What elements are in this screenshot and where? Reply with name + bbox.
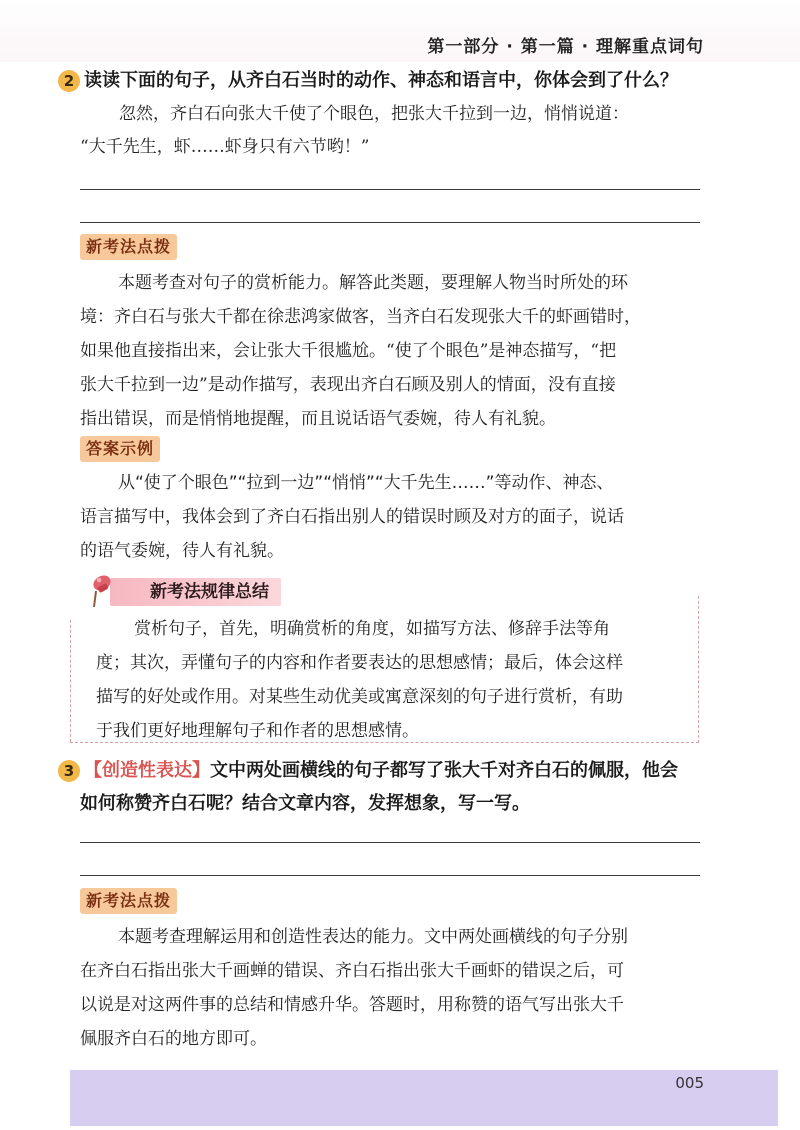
quote-line-2: “大千先生，虾……虾身只有六节哟！”: [80, 137, 370, 157]
question-number-badge: 3: [58, 760, 80, 782]
answer-line[interactable]: [80, 842, 700, 843]
tip-line: 本题考查理解运用和创造性表达的能力。文中两处画横线的句子分别: [118, 927, 628, 947]
summary-line: 描写的好处或作用。对某些生动优美或寓意深刻的句子进行赏析，有助: [96, 687, 623, 707]
section-title: 第一部分 · 第一篇 · 理解重点词句: [427, 37, 704, 57]
footer-band: [70, 1070, 778, 1126]
page-number: 005: [675, 1074, 704, 1092]
question-2-text: 读读下面的句子，从齐白石当时的动作、神态和语言中，你体会到了什么？: [84, 70, 678, 91]
answer-line[interactable]: [80, 189, 700, 190]
page-header: [0, 0, 800, 62]
summary-line: 于我们更好地理解句子和作者的思想感情。: [96, 721, 419, 741]
tip-line: 境：齐白石与张大千都在徐悲鸿家做客，当齐白石发现张大千的虾画错时，: [80, 307, 641, 327]
question-3-text: [84, 754, 724, 787]
tip-line: 如果他直接指出来，会让张大千很尴尬。“使了个眼色”是神态描写，“把: [80, 341, 617, 361]
tip-label: 新考法点拨: [80, 888, 177, 914]
question-number-badge: 2: [58, 70, 80, 92]
question-3-line-2: 如何称赞齐白石呢？结合文章内容，发挥想象，写一写。: [80, 793, 530, 814]
summary-paragraph: [96, 612, 696, 748]
quote-line-1: 忽然，齐白石向张大千使了个眼色，把张大千拉到一边，悄悄说道：: [119, 104, 629, 124]
question-3-line-1: 文中两处画横线的句子都写了张大千对齐白石的佩服，他会: [210, 760, 678, 781]
summary-title: 新考法规律总结: [110, 578, 281, 606]
tip-paragraph: [80, 266, 700, 436]
answer-paragraph: [80, 466, 700, 568]
answer-line-text: 从“使了个眼色”“拉到一边”“悄悄”“大千先生……”等动作、神态、: [118, 473, 614, 493]
tip-line: 张大千拉到一边”是动作描写，表现出齐白石顾及别人的情面，没有直接: [80, 375, 616, 395]
tip-paragraph: [80, 920, 700, 1056]
tip-line: 指出错误，而是悄悄地提醒，而且说话语气委婉，待人有礼貌。: [80, 409, 556, 429]
tip-label: 新考法点拨: [80, 234, 177, 260]
answer-line-text: 语言描写中，我体会到了齐白石指出别人的错误时顾及对方的面子，说话: [80, 507, 624, 527]
tip-line: 以说是对这两件事的总结和情感升华。答题时，用称赞的语气写出张大千: [80, 995, 624, 1015]
summary-box-border: [70, 620, 71, 742]
creative-expression-tag: 【创造性表达】: [84, 760, 210, 781]
answer-line[interactable]: [80, 875, 700, 876]
tip-line: 本题考查对句子的赏析能力。解答此类题，要理解人物当时所处的环: [118, 273, 628, 293]
summary-line: 赏析句子，首先，明确赏析的角度，如描写方法、修辞手法等角: [134, 619, 610, 639]
answer-line-text: 的语气委婉，待人有礼貌。: [80, 541, 284, 561]
tip-line: 在齐白石指出张大千画蝉的错误、齐白石指出张大千画虾的错误之后，可: [80, 961, 624, 981]
answer-line[interactable]: [80, 222, 700, 223]
pushpin-icon: [90, 571, 126, 609]
answer-example-label: 答案示例: [80, 436, 160, 462]
summary-line: 度；其次，弄懂句子的内容和作者要表达的思想感情；最后，体会这样: [96, 653, 623, 673]
tip-line: 佩服齐白石的地方即可。: [80, 1029, 267, 1049]
